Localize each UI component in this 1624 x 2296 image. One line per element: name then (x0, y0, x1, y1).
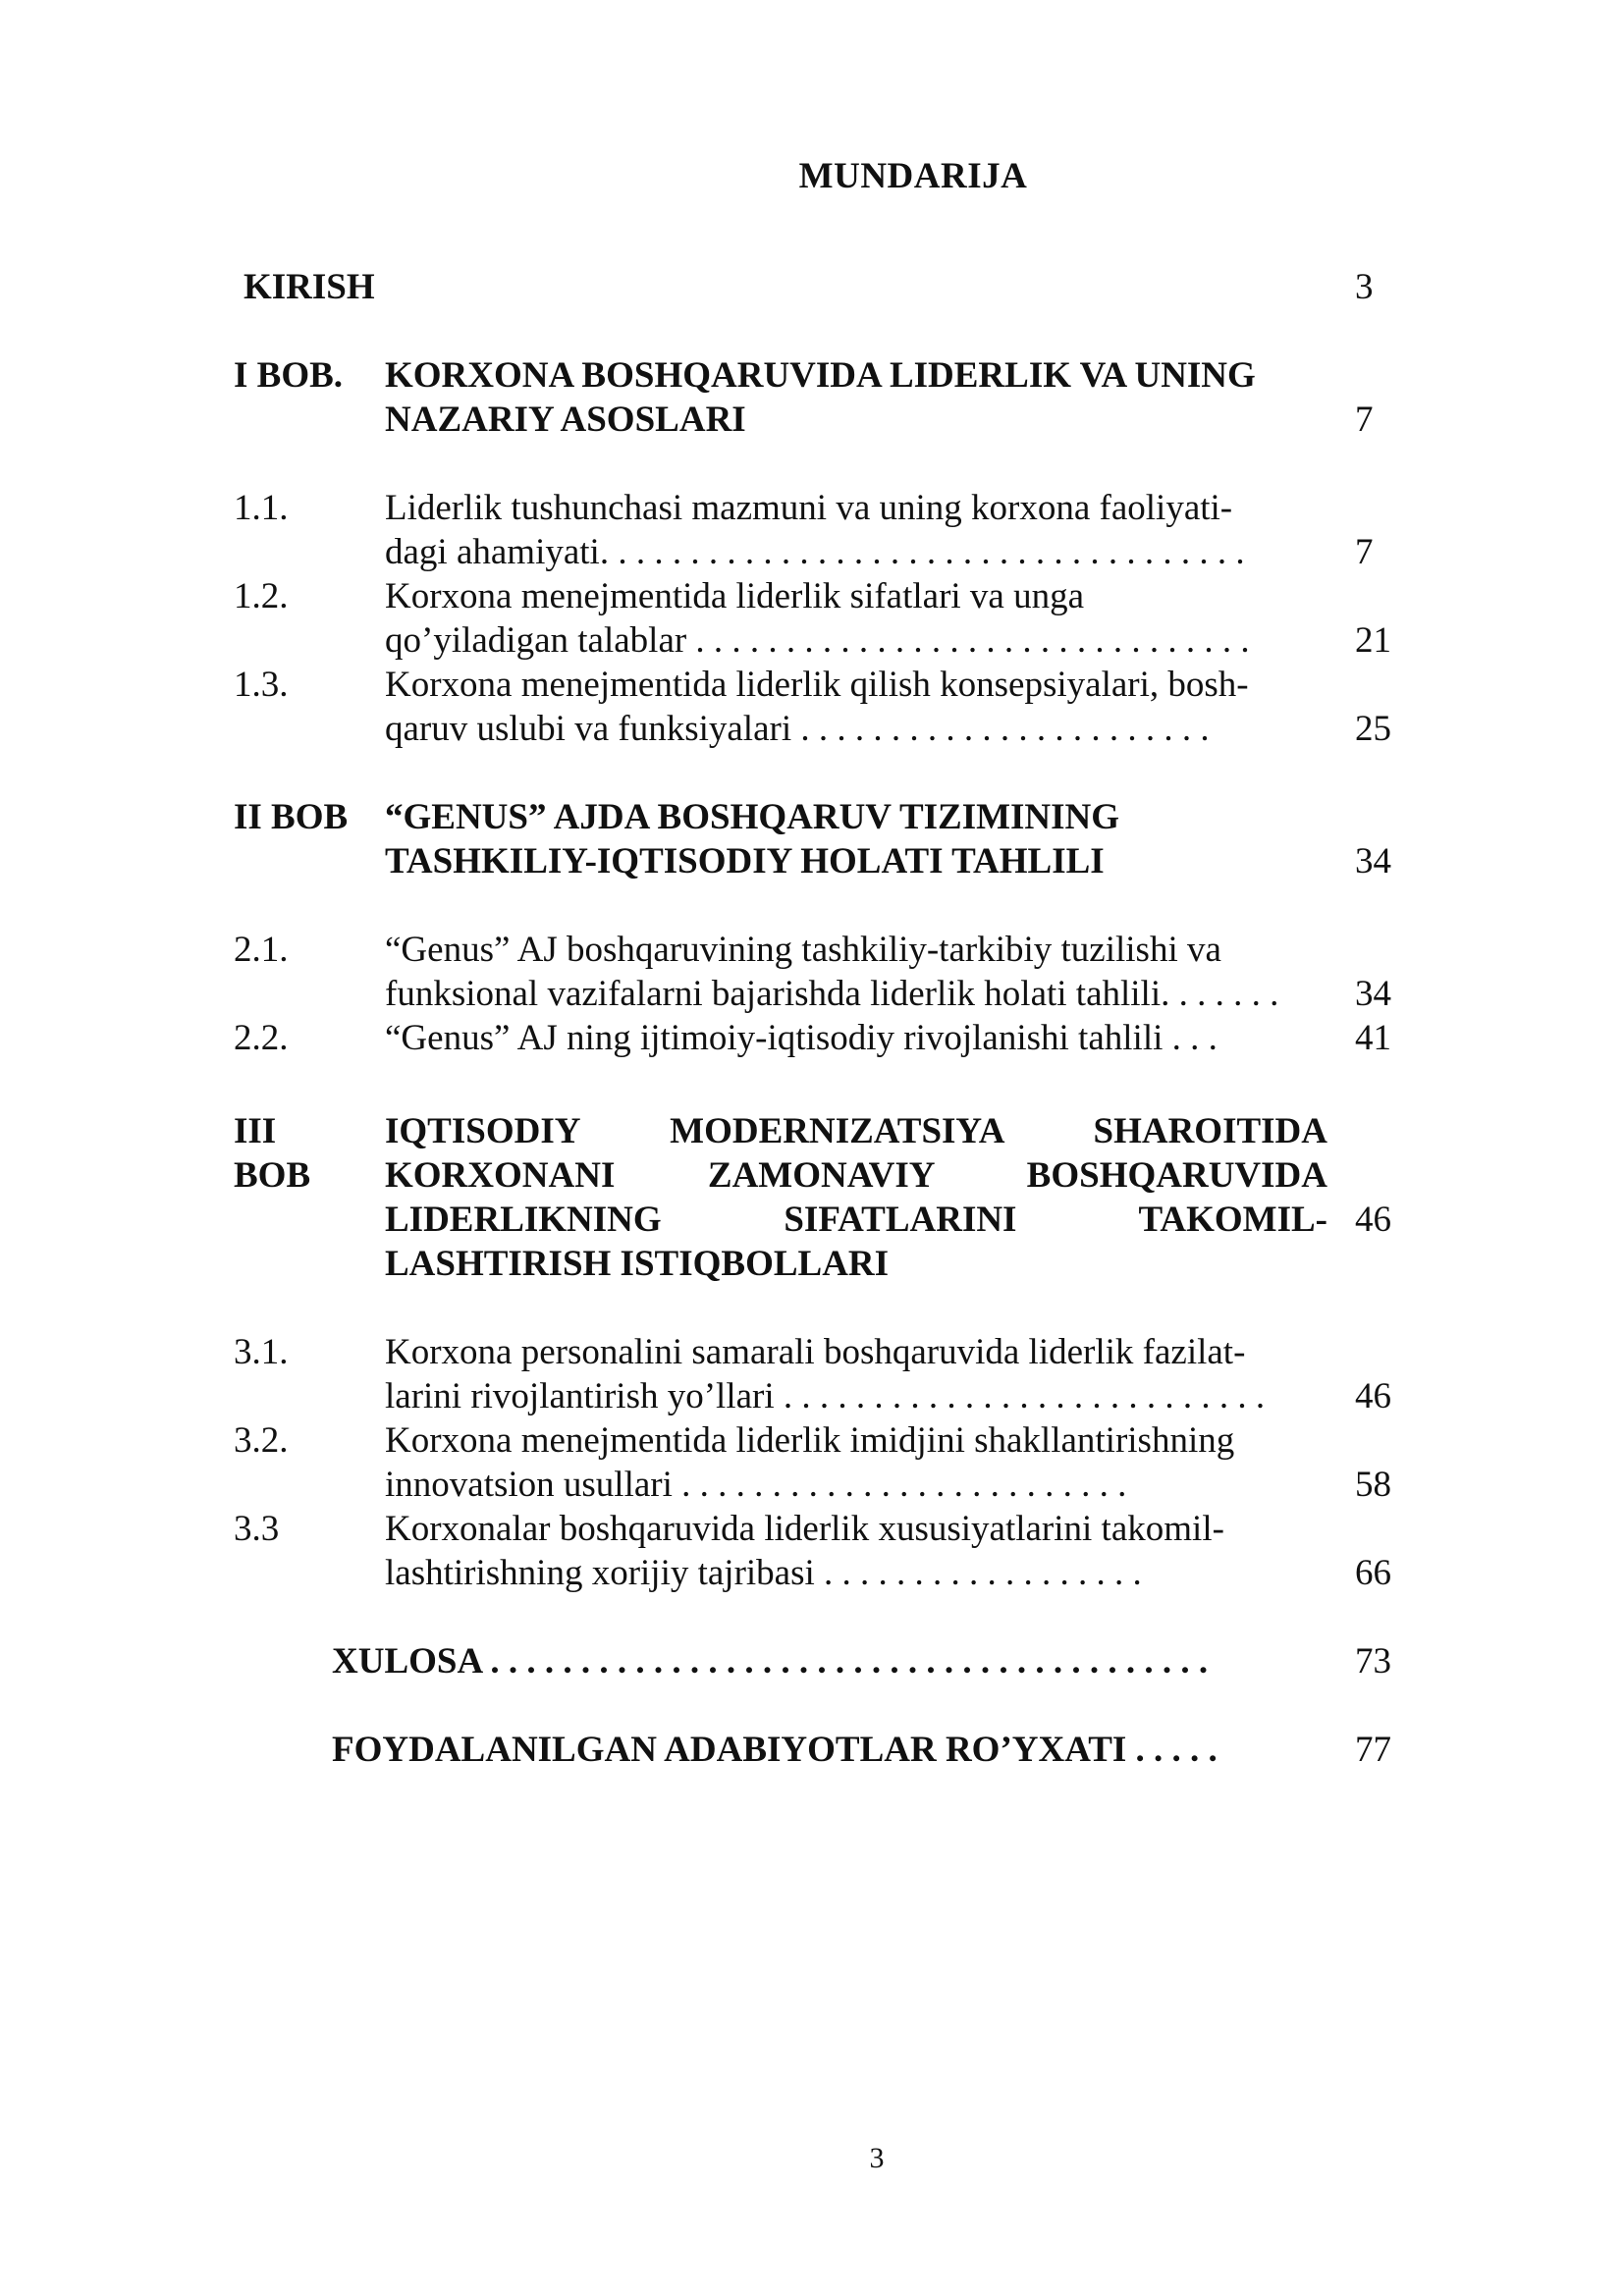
toc-page: 25 (1355, 709, 1391, 749)
section-number: 3.1. (234, 1332, 289, 1372)
toc-page: 46 (1355, 1200, 1391, 1240)
chapter-title (385, 795, 1326, 883)
section-title-line: Korxona personalini samarali boshqaruvida liderlik fazilat- (385, 1332, 1246, 1372)
section-title-line: Korxona menejmentida liderlik qilish konsepsiyalari, bosh- (385, 665, 1249, 705)
chapter-title-line: IQTISODIY MODERNIZATSIYA SHAROITIDA (385, 1111, 1327, 1151)
toc-page: 66 (1355, 1553, 1391, 1593)
toc-page: 73 (1355, 1641, 1391, 1682)
section-number: 3.2. (234, 1420, 289, 1461)
page-title: MUNDARIJA (798, 156, 1028, 196)
section-title-line: dagi ahamiyati. . . . . . . . . . . . . . . . . . . . . . . . . . . . . . . . . . . . (385, 532, 1245, 572)
toc-page: 21 (1355, 620, 1391, 661)
section-title-line: Korxona menejmentida liderlik sifatlari va unga (385, 576, 1085, 616)
toc-page: 7 (1355, 532, 1374, 572)
chapter-title (385, 1109, 1327, 1286)
section-number: 2.2. (234, 1018, 289, 1058)
section-title-line: innovatsion usullari . . . . . . . . . . . . . . . . . . . . . . . . . (385, 1465, 1127, 1505)
chapter-number: I BOB. (234, 355, 344, 396)
section-number: 3.3 (234, 1509, 280, 1549)
section-title-line: Korxonalar boshqaruvida liderlik xususiyatlarini takomil- (385, 1509, 1224, 1549)
section-number: 2.1. (234, 930, 289, 970)
chapter-title-line: NAZARIY ASOSLARI (385, 400, 746, 440)
section-title-line: funksional vazifalarni bajarishda liderlik holati tahlili. . . . . . . (385, 974, 1279, 1014)
section-number: 1.3. (234, 665, 289, 705)
toc-page: 41 (1355, 1018, 1391, 1058)
chapter-title-line: LIDERLIKNING SIFATLARINI TAKOMIL- (385, 1200, 1327, 1240)
toc-page: 46 (1355, 1376, 1391, 1416)
toc-page: 34 (1355, 841, 1391, 881)
chapter-title (385, 353, 1326, 442)
chapter-title-line: TASHKILIY-IQTISODIY HOLATI TAHLILI (385, 841, 1105, 881)
toc-page: 58 (1355, 1465, 1391, 1505)
page-number-footer: 3 (869, 2142, 885, 2174)
section-title-line: larini rivojlantirish yo’llari . . . . . . . . . . . . . . . . . . . . . . . . . . . (385, 1376, 1266, 1416)
chapter-number-line: III (234, 1111, 277, 1151)
toc-label: FOYDALANILGAN ADABIYOTLAR RO’YXATI . . . . . (332, 1730, 1218, 1770)
section-title-line: qo’yiladigan talablar . . . . . . . . . . . . . . . . . . . . . . . . . . . . . . . (385, 620, 1250, 661)
toc-page: 3 (1355, 267, 1374, 307)
chapter-title-line: KORXONA BOSHQARUVIDA LIDERLIK VA UNING (385, 355, 1256, 396)
chapter-number: II BOB (234, 797, 349, 837)
toc-page: 34 (1355, 974, 1391, 1014)
section-title-line: lashtirishning xorijiy tajribasi . . . . . . . . . . . . . . . . . . (385, 1553, 1142, 1593)
chapter-title-line: LASHTIRISH ISTIQBOLLARI (385, 1244, 890, 1284)
section-title-line: “Genus” AJ ning ijtimoiy-iqtisodiy rivojlanishi tahlili . . . (385, 1018, 1218, 1058)
chapter-number-line: BOB (234, 1155, 311, 1196)
toc-page: 7 (1355, 400, 1374, 440)
section-title-line: “Genus” AJ boshqaruvining tashkiliy-tarkibiy tuzilishi va (385, 930, 1221, 970)
chapter-title-line: KORXONANI ZAMONAVIY BOSHQARUVIDA (385, 1155, 1327, 1196)
toc-label: KIRISH (244, 267, 375, 307)
toc-label: XULOSA . . . . . . . . . . . . . . . . . . . . . . . . . . . . . . . . . . . . . . . . (332, 1641, 1209, 1682)
section-title-line: qaruv uslubi va funksiyalari . . . . . . . . . . . . . . . . . . . . . . . (385, 709, 1210, 749)
chapter-number (234, 1109, 310, 1198)
section-title-line: Liderlik tushunchasi mazmuni va uning korxona faoliyati- (385, 488, 1233, 528)
section-title-line: Korxona menejmentida liderlik imidjini shakllantirishning (385, 1420, 1235, 1461)
toc-page: 77 (1355, 1730, 1391, 1770)
chapter-title-line: “GENUS” AJDA BOSHQARUV TIZIMINING (385, 797, 1120, 837)
section-number: 1.1. (234, 488, 289, 528)
section-number: 1.2. (234, 576, 289, 616)
